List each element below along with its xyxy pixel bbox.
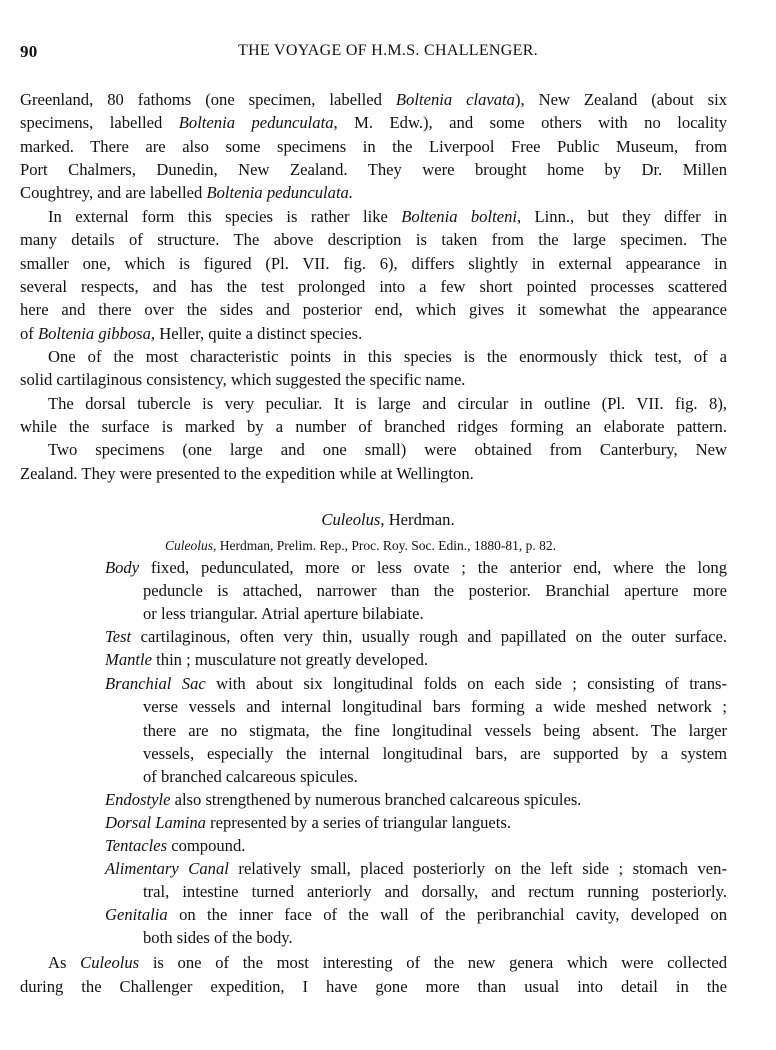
text-segment: many details of structure. The above description is taken from the large specimen. The [20, 230, 727, 249]
italic-text: Boltenia gibbosa [37, 324, 151, 343]
italic-text: Boltenia bolteni [401, 207, 517, 226]
text-line [105, 558, 727, 578]
text-segment: One of the most characteristic points in this species is the enormously thick test, of a [48, 347, 727, 366]
text-line [105, 813, 727, 833]
text-line [105, 859, 727, 879]
text-line [105, 627, 727, 647]
text-line [143, 767, 727, 787]
italic-text: Tentacles [105, 836, 168, 855]
text-segment: vessels, especially the internal longitudinal bars, are supported by a system [143, 744, 727, 763]
running-title: THE VOYAGE OF H.M.S. CHALLENGER. [238, 42, 538, 59]
text-segment: on the inner face of the wall of the peribranchial cavity, developed on [167, 905, 727, 924]
text-line [20, 300, 727, 320]
text-line [105, 905, 727, 925]
text-line [105, 674, 727, 694]
text-segment: also strengthened by numerous branched calcareous spicules. [170, 790, 582, 809]
italic-text: Culeolus [80, 953, 140, 972]
text-segment: is one of the most interesting of the new genera which were collected [139, 953, 727, 972]
text-line [143, 928, 727, 948]
text-line [20, 230, 727, 250]
text-line [48, 347, 727, 367]
text-line [20, 977, 727, 997]
text-line [48, 394, 727, 414]
text-segment: In external form this species is rather like [48, 207, 402, 226]
italic-text: Boltenia pedunculata. [206, 183, 354, 202]
text-line [20, 160, 727, 180]
text-segment: As [48, 953, 81, 972]
text-line [20, 137, 727, 157]
italic-text: Endostyle [105, 790, 171, 809]
text-line [20, 324, 727, 344]
text-segment: smaller one, which is figured (Pl. VII. fig. 6), differs slightly in external appearance in [20, 254, 727, 273]
text-segment: or less triangular. Atrial aperture bilabiate. [143, 604, 424, 623]
text-line [48, 207, 727, 227]
text-segment: relatively small, placed posteriorly on the left side ; stomach ven- [228, 859, 727, 878]
italic-text: Test [105, 627, 132, 646]
citation [165, 536, 556, 556]
text-line [105, 790, 727, 810]
page-number: 90 [20, 42, 38, 61]
text-segment: during the Challenger expedition, I have gone more than usual into detail in the [20, 977, 727, 996]
italic-text: Dorsal Lamina [105, 813, 206, 832]
text-line [143, 581, 727, 601]
text-segment: Zealand. They were presented to the expedition while at Wellington. [20, 464, 474, 483]
section-heading [0, 510, 776, 530]
italic-text: Boltenia pedunculata [178, 113, 334, 132]
text-segment: , Herdman, Prelim. Rep., Proc. Roy. Soc. Edin., 1880-81, p. 82. [213, 538, 556, 553]
text-line [105, 650, 727, 670]
text-segment: peduncle is attached, narrower than the posterior. Branchial aperture more [143, 581, 727, 600]
italic-text: Boltenia clavata [395, 90, 515, 109]
text-line [20, 254, 727, 274]
text-segment: specimens, labelled [20, 113, 179, 132]
text-segment: Two specimens (one large and one small) were obtained from Canterbury, New [48, 440, 727, 459]
text-line [143, 604, 727, 624]
text-line [143, 697, 727, 717]
italic-text: Genitalia [105, 905, 168, 924]
text-segment: Greenland, 80 fathoms (one specimen, labelled [20, 90, 396, 109]
text-segment: both sides of the body. [143, 928, 293, 947]
text-segment: The dorsal tubercle is very peculiar. It is large and circular in outline (Pl. VII. fig. 8), [48, 394, 727, 413]
text-line [20, 277, 727, 297]
text-segment: , Herdman. [380, 510, 455, 529]
text-segment: marked. There are also some specimens in the Liverpool Free Public Museum, from [20, 137, 727, 156]
text-line [143, 721, 727, 741]
text-segment: with about six longitudinal folds on each side ; consisting of trans- [205, 674, 727, 693]
text-line [20, 464, 727, 484]
text-segment: Coughtrey, and are labelled [20, 183, 207, 202]
text-line [48, 440, 727, 460]
text-line [20, 183, 727, 203]
text-segment: here and there over the sides and posterior end, which gives it somewhat the appearance [20, 300, 727, 319]
text-segment: , M. Edw.), and some others with no locality [333, 113, 727, 132]
text-segment: there are no stigmata, the fine longitudinal vessels being absent. The larger [143, 721, 727, 740]
italic-text: Body [105, 558, 140, 577]
text-line [48, 953, 727, 973]
text-line [20, 90, 727, 110]
text-segment: several respects, and has the test prolonged into a few short pointed processes scattered [20, 277, 727, 296]
italic-text: Branchial Sac [105, 674, 206, 693]
italic-text: Mantle [105, 650, 153, 669]
text-segment: compound. [167, 836, 246, 855]
text-segment: thin ; musculature not greatly developed. [152, 650, 429, 669]
italic-text: Culeolus [165, 538, 214, 553]
text-segment: verse vessels and internal longitudinal bars forming a wide meshed network ; [143, 697, 727, 716]
text-line [20, 370, 727, 390]
text-segment: of [20, 324, 38, 343]
italic-text: Alimentary Canal [105, 859, 229, 878]
text-segment: fixed, pedunculated, more or less ovate ; the anterior end, where the long [139, 558, 727, 577]
text-segment: cartilaginous, often very thin, usually rough and papillated on the outer surface. [131, 627, 727, 646]
text-line [143, 882, 727, 902]
text-segment: while the surface is marked by a number of branched ridges forming an elaborate pattern. [20, 417, 727, 436]
text-segment: solid cartilaginous consistency, which suggested the specific name. [20, 370, 466, 389]
text-segment: of branched calcareous spicules. [143, 767, 358, 786]
text-line [143, 744, 727, 764]
text-line [105, 836, 727, 856]
text-line [20, 417, 727, 437]
text-segment: Port Chalmers, Dunedin, New Zealand. They were brought home by Dr. Millen [20, 160, 727, 179]
italic-text: Culeolus [321, 510, 381, 529]
text-line [20, 113, 727, 133]
text-segment: tral, intestine turned anteriorly and dorsally, and rectum running posteriorly. [143, 882, 727, 901]
text-segment: ), New Zealand (about six [514, 90, 728, 109]
text-segment: represented by a series of triangular languets. [205, 813, 511, 832]
text-segment: , Heller, quite a distinct species. [150, 324, 363, 343]
text-segment: , Linn., but they differ in [516, 207, 728, 226]
